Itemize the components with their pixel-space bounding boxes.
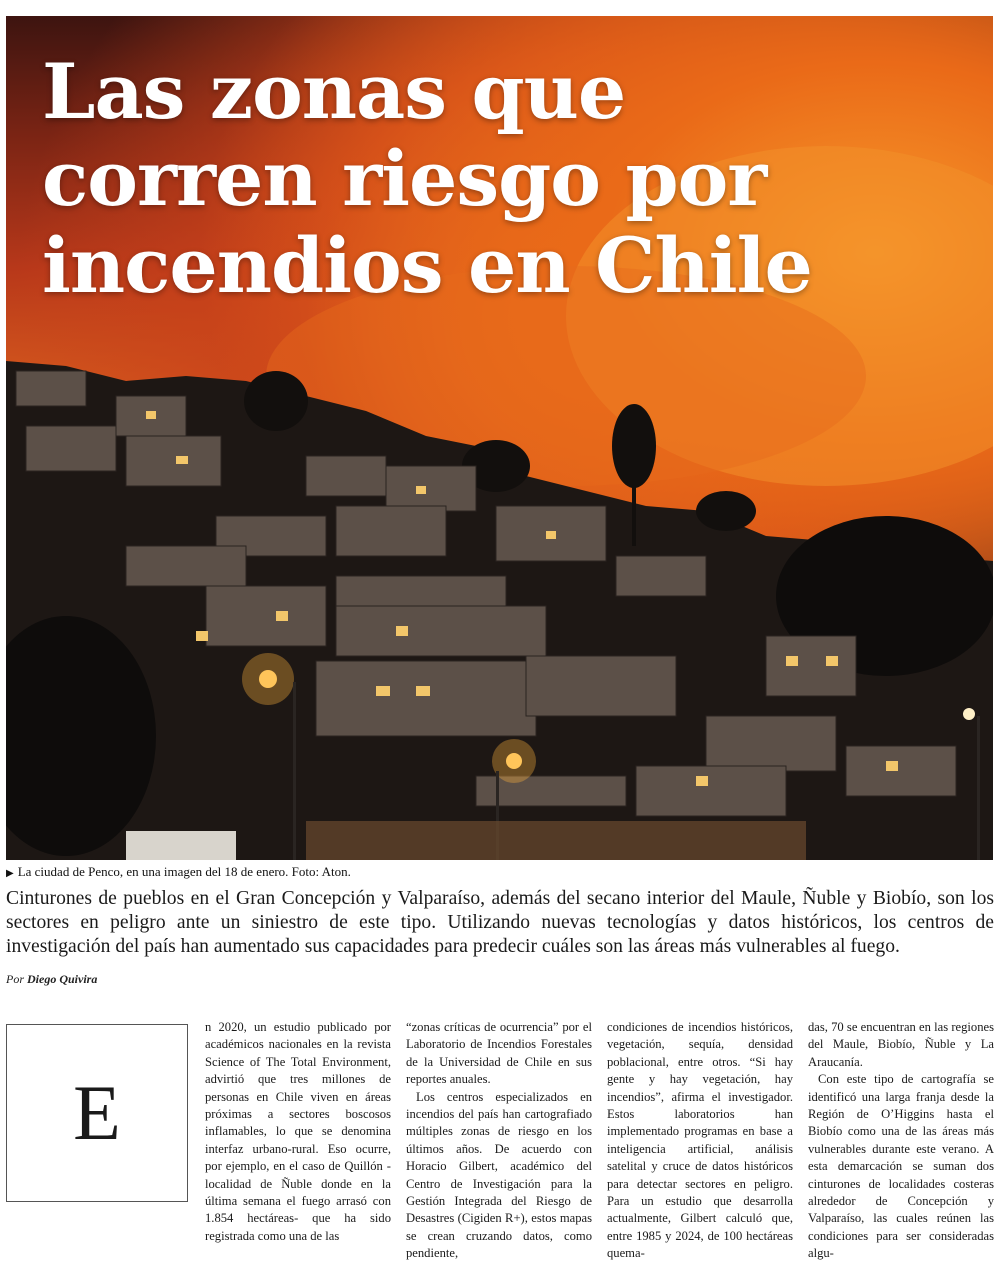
page-title (42, 48, 812, 309)
body-paragraph: condiciones de incendios históricos, vegetación, sequía, densidad poblacional, entre otros. “Si hay gente y hay vegetación, hay incendios”, afirma el investigador. Estos laboratorios han implementado programas en base a inteligencia artificial, análisis satelital y cruce de datos históricos para detectar sectores en peligro. Para un estudio que desarrolla actualmente, Gilbert calculó que, entre 1985 y 2024, de 100 hectáreas quema- (607, 1020, 793, 1261)
play-triangle-icon: ▶ (6, 868, 14, 879)
body-column-4 (808, 1019, 994, 1263)
body-paragraph: das, 70 se encuentran en las regiones del Maule, Biobío, Ñuble y La Araucanía. (808, 1020, 994, 1069)
photo-caption-text: La ciudad de Penco, en una imagen del 18 de enero. Foto: Aton. (17, 864, 351, 879)
body-paragraph: Los centros especializados en incendios del país han cartografiado múltiples zonas de riesgo en los últimos años. De acuerdo con Horacio Gilbert, académico del Centro de Investigación para la Gestión Integrada del Riesgo de Desastres (Cigiden R+), estos mapas se crean cruzando datos, como pendiente, (406, 1089, 592, 1261)
body-paragraph: n 2020, un estudio publicado por académicos nacionales en la revista Science of The Total Environment, advirtió que tres millones de personas en Chile viven en áreas próximas a sectores boscosos inflamables, lo que se denomina interfaz urbano-rural. Eso ocurre, por ejemplo, en el caso de Quillón -localidad de Ñuble donde en la última semana el fuego arrasó con 1.854 hectáreas- que ha sido registrada como una de las (205, 1020, 391, 1243)
byline-prefix: Por (6, 972, 24, 986)
body-column-1 (205, 1019, 391, 1245)
dropcap-letter: E (73, 1069, 121, 1156)
body-paragraph: Con este tipo de cartografía se identificó una larga franja desde la Región de O’Higgins hasta el Biobío como una de las áreas más vulnerables durante este verano. A esta demarcación se suman dos cinturones de localidades costeras alrededor de Concepción y Valparaíso, las cuales reúnen las condiciones para ser consideradas algu- (808, 1072, 994, 1261)
body-paragraph: “zonas críticas de ocurrencia” por el Laboratorio de Incendios Forestales de la Universidad de Chile en sus reportes anuales. (406, 1020, 592, 1087)
dropcap-box (6, 1024, 188, 1202)
body-column-3 (607, 1019, 793, 1263)
lead-paragraph: Cinturones de pueblos en el Gran Concepción y Valparaíso, además del secano interior del Maule, Ñuble y Biobío, son los sectores en peligro ante un siniestro de este tipo. Utilizando nuevas tecnologías y datos históricos, los centros de investigación del país han aumentado sus capacidades para predecir cuáles son las áreas más vulnerables al fuego. (6, 888, 994, 957)
body-column-2 (406, 1019, 592, 1263)
headline-line-2: corren riesgo por (42, 134, 767, 223)
byline (6, 972, 97, 987)
photo-caption (6, 864, 351, 880)
headline-line-1: Las zonas que (42, 47, 626, 136)
byline-author: Diego Quivira (27, 972, 98, 986)
headline-line-3: incendios en Chile (42, 221, 812, 310)
hero-photo (6, 16, 993, 860)
